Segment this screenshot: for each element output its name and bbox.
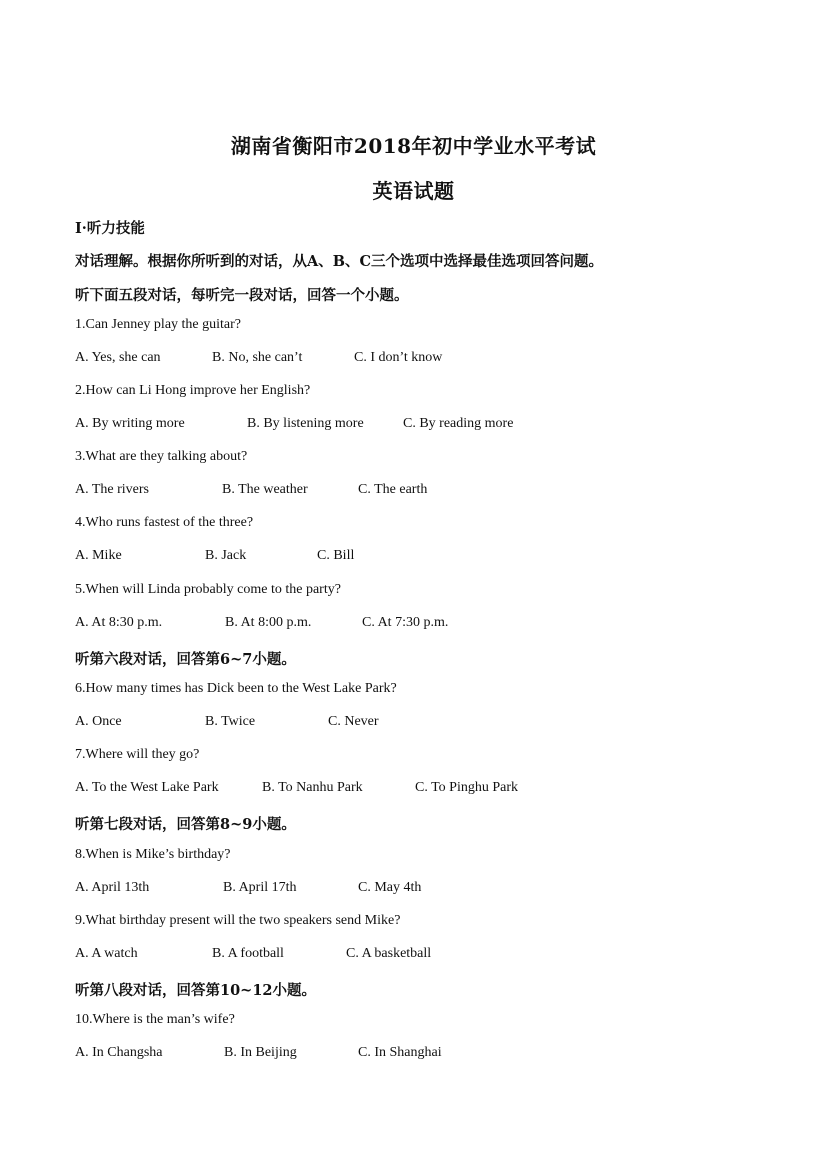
question-10: 10.Where is the man’s wife?: [75, 1012, 235, 1027]
question-2: 2.How can Li Hong improve her English?: [75, 383, 311, 398]
exam-title: 湖南省衡阳市2018年初中学业水平考试: [230, 134, 597, 158]
option-b: B. At 8:00 p.m.: [225, 615, 312, 630]
option-c: C. To Pinghu Park: [415, 780, 518, 795]
option-a: A. A watch: [75, 946, 138, 961]
option-b: B. The weather: [222, 482, 308, 497]
question-7: 7.Where will they go?: [75, 747, 200, 762]
option-c: C. At 7:30 p.m.: [362, 615, 449, 630]
option-a: A. By writing more: [75, 416, 185, 431]
option-b: B. In Beijing: [224, 1045, 297, 1060]
option-a: A. At 8:30 p.m.: [75, 615, 163, 630]
option-c: C. By reading more: [403, 416, 514, 431]
option-c: C. A basketball: [346, 946, 432, 961]
option-c: C. Bill: [317, 548, 355, 563]
exam-subtitle: 英语试题: [372, 179, 455, 203]
option-b: B. Twice: [205, 714, 256, 729]
option-b: B. By listening more: [247, 416, 364, 431]
option-a: A. To the West Lake Park: [75, 780, 219, 795]
option-b: B. To Nanhu Park: [262, 780, 363, 795]
subheading-8-9: 听第七段对话，回答第8~9小题。: [75, 816, 296, 833]
option-b: B. April 17th: [223, 880, 297, 895]
section-heading: Ⅰ·听力技能: [75, 220, 145, 237]
option-a: A. Once: [75, 714, 122, 729]
option-b: B. Jack: [205, 548, 247, 563]
subheading-10-12: 听第八段对话，回答第10~12小题。: [75, 982, 317, 999]
option-a: A. April 13th: [75, 880, 150, 895]
option-a: A. The rivers: [75, 482, 149, 497]
option-c: C. May 4th: [358, 880, 422, 895]
question-5: 5.When will Linda probably come to the party?: [75, 582, 341, 597]
option-a: A. In Changsha: [75, 1045, 163, 1060]
question-6: 6.How many times has Dick been to the West Lake Park?: [75, 681, 397, 696]
option-a: A. Yes, she can: [75, 350, 161, 365]
question-1: 1.Can Jenney play the guitar?: [75, 317, 242, 332]
question-8: 8.When is Mike’s birthday?: [75, 847, 231, 862]
question-9: 9.What birthday present will the two speakers send Mike?: [75, 913, 401, 928]
option-c: C. The earth: [358, 482, 428, 497]
option-c: C. Never: [328, 714, 379, 729]
option-b: B. No, she can’t: [212, 350, 303, 365]
subheading-6-7: 听第六段对话，回答第6~7小题。: [75, 651, 296, 668]
option-c: C. I don’t know: [354, 350, 443, 365]
question-4: 4.Who runs fastest of the three?: [75, 515, 254, 530]
option-c: C. In Shanghai: [358, 1045, 442, 1060]
instruction-2: 听下面五段对话，每听完一段对话，回答一个小题。: [75, 287, 409, 304]
question-3: 3.What are they talking about?: [75, 449, 248, 464]
instruction-1: 对话理解。根据你所听到的对话，从A、B、C三个选项中选择最佳选项回答问题。: [75, 253, 604, 270]
option-b: B. A football: [212, 946, 284, 961]
option-a: A. Mike: [75, 548, 122, 563]
